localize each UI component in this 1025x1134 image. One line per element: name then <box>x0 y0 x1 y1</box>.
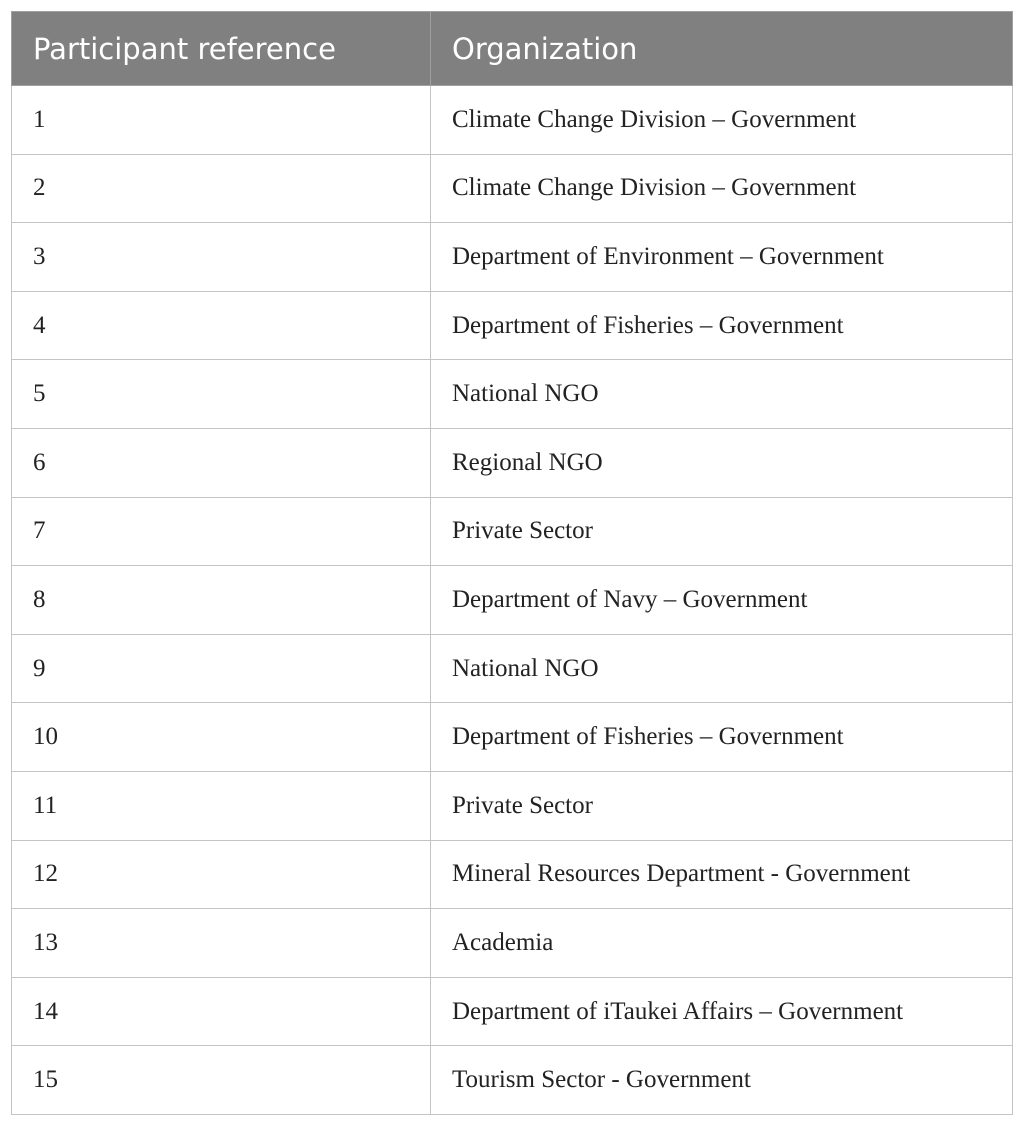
organization-cell: Private Sector <box>431 497 1013 566</box>
organization-cell: Climate Change Division – Government <box>431 86 1013 155</box>
participant-reference-cell: 2 <box>12 154 431 223</box>
table-row <box>12 154 1013 223</box>
organization-cell: Department of Environment – Government <box>431 223 1013 292</box>
table-row <box>12 497 1013 566</box>
header-organization: Organization <box>431 12 1013 86</box>
header-row <box>12 12 1013 86</box>
table-row <box>12 291 1013 360</box>
participant-reference-cell: 10 <box>12 703 431 772</box>
participant-reference-cell: 5 <box>12 360 431 429</box>
table-row <box>12 1046 1013 1115</box>
organization-cell: Academia <box>431 909 1013 978</box>
organization-cell: Regional NGO <box>431 428 1013 497</box>
organization-cell: Department of Navy – Government <box>431 566 1013 635</box>
organization-cell: Department of Fisheries – Government <box>431 703 1013 772</box>
participant-reference-cell: 12 <box>12 840 431 909</box>
organization-cell: Tourism Sector - Government <box>431 1046 1013 1115</box>
participant-reference-cell: 9 <box>12 634 431 703</box>
organization-cell: Department of Fisheries – Government <box>431 291 1013 360</box>
table-row <box>12 840 1013 909</box>
table-row <box>12 977 1013 1046</box>
table-row <box>12 428 1013 497</box>
header-participant-reference: Participant reference <box>12 12 431 86</box>
participant-reference-cell: 8 <box>12 566 431 635</box>
participant-reference-cell: 14 <box>12 977 431 1046</box>
participant-reference-cell: 4 <box>12 291 431 360</box>
participant-reference-cell: 7 <box>12 497 431 566</box>
organization-cell: National NGO <box>431 634 1013 703</box>
participant-reference-cell: 13 <box>12 909 431 978</box>
organization-cell: Private Sector <box>431 771 1013 840</box>
participant-reference-cell: 11 <box>12 771 431 840</box>
table-row <box>12 86 1013 155</box>
participant-reference-cell: 15 <box>12 1046 431 1115</box>
table-row <box>12 360 1013 429</box>
participant-reference-cell: 6 <box>12 428 431 497</box>
organization-cell: Climate Change Division – Government <box>431 154 1013 223</box>
table-row <box>12 771 1013 840</box>
table-row <box>12 223 1013 292</box>
table-row <box>12 566 1013 635</box>
organization-cell: National NGO <box>431 360 1013 429</box>
organization-cell: Mineral Resources Department - Government <box>431 840 1013 909</box>
participant-reference-cell: 1 <box>12 86 431 155</box>
participants-table <box>11 11 1013 1115</box>
participant-reference-cell: 3 <box>12 223 431 292</box>
organization-cell: Department of iTaukei Affairs – Government <box>431 977 1013 1046</box>
table-row <box>12 634 1013 703</box>
table-row <box>12 703 1013 772</box>
table-row <box>12 909 1013 978</box>
